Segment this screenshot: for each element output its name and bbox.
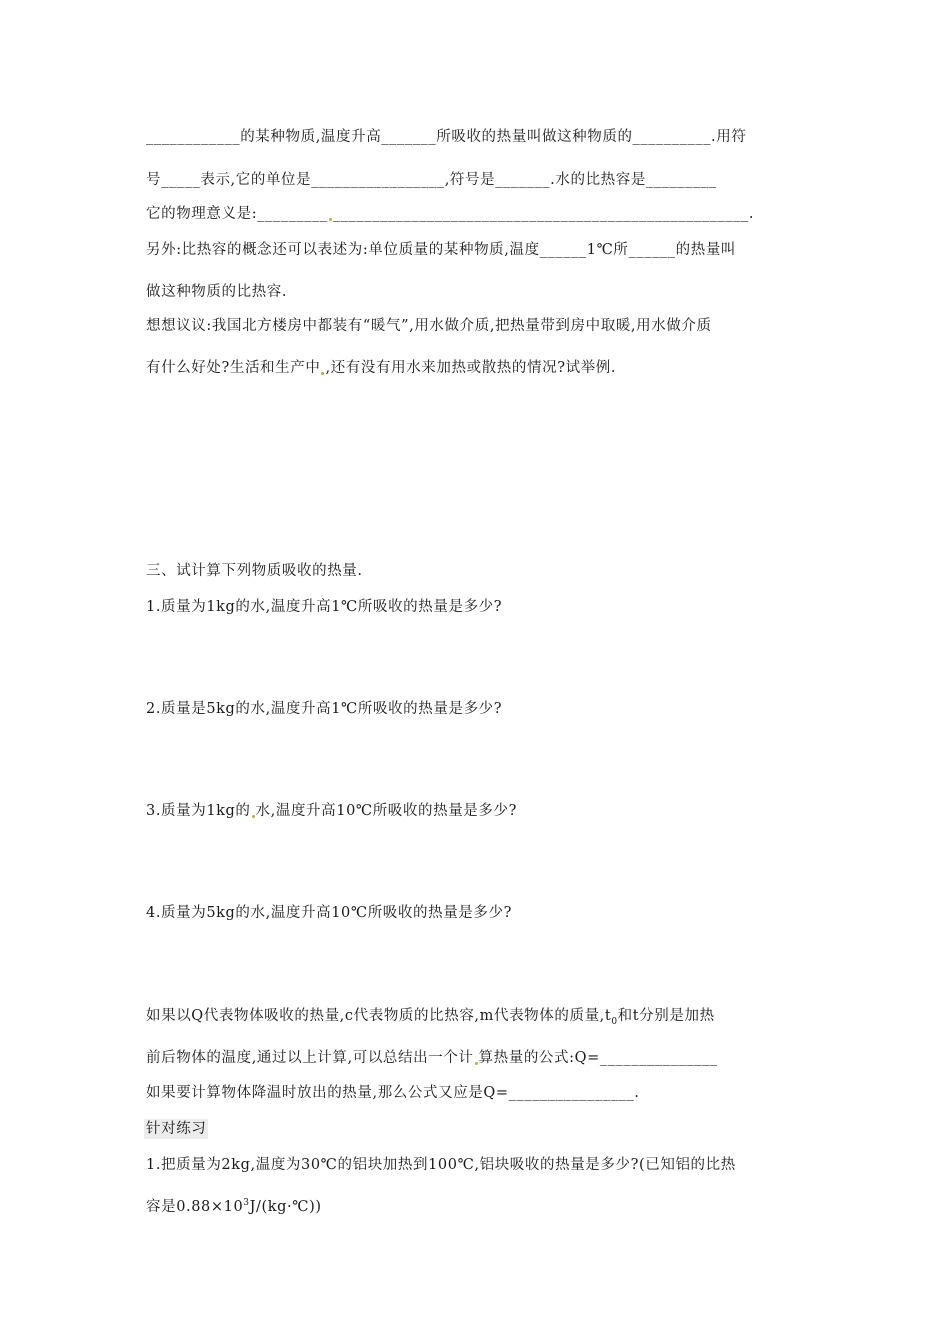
discussion-line-2-part-a: 有什么好处?生活和生产中 <box>146 360 321 376</box>
speck-mark <box>475 1062 478 1065</box>
practice-heading: 针对练习 <box>146 1121 207 1137</box>
subscript-zero: 0 <box>611 1016 618 1027</box>
discussion-line-1: 想想议议:我国北方楼房中都装有“暖气”,用水做介质,把热量带到房中取暖,用水做介质 <box>146 318 712 334</box>
speck-mark <box>252 815 255 818</box>
question-3 <box>146 801 517 821</box>
section-3-title: 三、试计算下列物质吸收的热量. <box>146 563 363 579</box>
formula-line-2-part-a: 前后物体的温度,通过以上计算,可以总结出一个计 <box>146 1050 474 1066</box>
formula-line-3: 如果要计算物体降温时放出的热量,那么公式又应是Q=________________. <box>146 1085 640 1101</box>
superscript-three: 3 <box>243 1198 250 1209</box>
question-2: 2.质量是5kg的水,温度升高1℃所吸收的热量是多少? <box>146 701 503 717</box>
formula-line-1-part-b: 和t分别是加热 <box>617 1008 715 1024</box>
question-1: 1.质量为1kg的水,温度升高1℃所吸收的热量是多少? <box>146 599 503 615</box>
concept-line-3 <box>146 204 754 224</box>
concept-line-2: 号_____表示,它的单位是_________________,符号是_______.水的比热容是_________ <box>146 172 717 188</box>
practice-question-1-line-1: 1.把质量为2kg,温度为30℃的铝块加热到100℃,铝块吸收的热量是多少?(已知铝的比热 <box>146 1157 736 1173</box>
formula-line-1-part-a: 如果以Q代表物体吸收的热量,c代表物质的比热容,m代表物体的质量,t <box>146 1008 612 1024</box>
alt-definition-line-1: 另外:比热容的概念还可以表述为:单位质量的某种物质,温度______1℃所______的热量叫 <box>146 242 737 258</box>
concept-line-1: ____________的某种物质,温度升高_______所吸收的热量叫做这种物质的__________.用符 <box>146 129 747 145</box>
concept-line-3-part-b: _____________________________________________________. <box>332 206 755 222</box>
alt-definition-line-2: 做这种物质的比热容. <box>146 284 288 300</box>
formula-line-1 <box>146 1006 715 1026</box>
formula-line-2 <box>146 1048 718 1068</box>
practice-line-2-part-a: 容是0.88×10 <box>146 1199 244 1215</box>
speck-mark <box>329 218 332 221</box>
question-4: 4.质量为5kg的水,温度升高10℃所吸收的热量是多少? <box>146 905 512 921</box>
question-3-part-b: 水,温度升高10℃所吸收的热量是多少? <box>255 803 517 819</box>
concept-line-3-part-a: 它的物理意义是:_________ <box>146 206 328 222</box>
discussion-line-2 <box>146 358 616 378</box>
question-3-part-a: 3.质量为1kg的 <box>146 803 251 819</box>
practice-question-1-line-2 <box>146 1197 322 1217</box>
formula-line-2-part-b: 算热量的公式:Q=_______________ <box>478 1050 718 1066</box>
discussion-line-2-part-b: ,还有没有用水来加热或散热的情况?试举例. <box>325 360 617 376</box>
practice-line-2-part-b: J/(kg·℃)) <box>249 1199 322 1215</box>
